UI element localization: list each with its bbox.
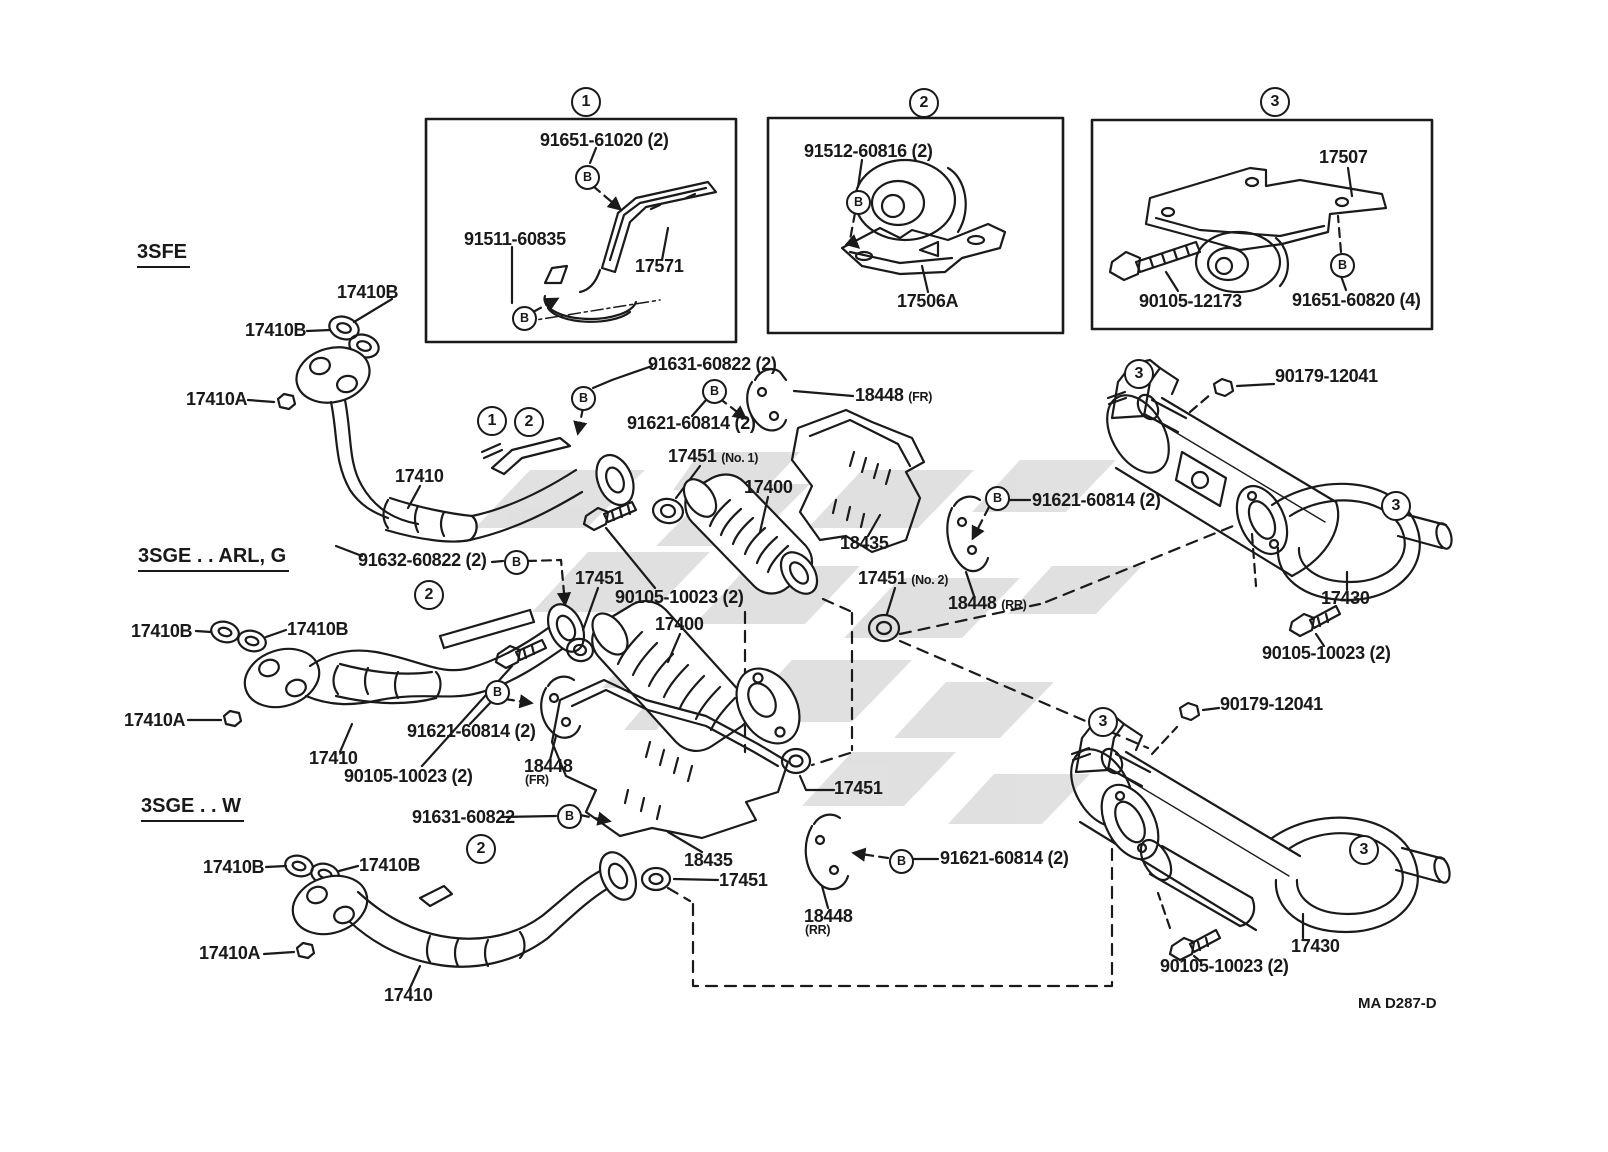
part-label-91651-61020: 91651-61020 (2)	[540, 130, 669, 150]
callout-b-circle: B	[985, 486, 1010, 511]
callout-b-circle: B	[557, 804, 582, 829]
part-label-17410: 17410	[395, 466, 444, 486]
part-label-17410: 17410	[309, 748, 358, 768]
part-label-17400: 17400	[744, 477, 793, 497]
part-number: 17451	[858, 568, 907, 588]
callout-b-circle: B	[889, 849, 914, 874]
part-label-91631-60822-2: 91631-60822 (2)	[648, 354, 777, 374]
part-label-90105-10023: 90105-10023 (2)	[1262, 643, 1391, 663]
part-label-90105-10023: 90105-10023 (2)	[344, 766, 473, 786]
part-number: 18448	[948, 593, 997, 613]
callout-3-circle: 3	[1349, 835, 1379, 865]
callout-b-circle: B	[702, 379, 727, 404]
position-qualifier: (FR)	[525, 772, 549, 787]
callout-1-circle: 1	[571, 87, 601, 117]
callout-b-circle: B	[485, 680, 510, 705]
part-label-17451-no2	[858, 569, 948, 588]
part-label-17410b: 17410B	[337, 282, 399, 302]
callout-2-circle: 2	[909, 88, 939, 118]
callout-b-circle: B	[504, 550, 529, 575]
part-label-17410b: 17410B	[245, 320, 307, 340]
part-label-91511-60835: 91511-60835	[464, 229, 566, 249]
part-number: 18448	[524, 756, 573, 776]
drawing-code: MA D287-D	[1358, 995, 1437, 1012]
callout-b-circle: B	[575, 165, 600, 190]
part-label-90105-10023: 90105-10023 (2)	[1160, 956, 1289, 976]
part-label-17410: 17410	[384, 985, 433, 1005]
section-heading-3sge-w: 3SGE . . W	[141, 796, 244, 822]
part-label-91621-60814: 91621-60814 (2)	[940, 848, 1069, 868]
part-label-18435: 18435	[684, 850, 733, 870]
part-label-17430: 17430	[1321, 588, 1370, 608]
part-label-17410a: 17410A	[199, 943, 261, 963]
part-label-90105-12173: 90105-12173	[1139, 291, 1242, 311]
section-heading-3sfe: 3SFE	[137, 242, 190, 268]
callout-b-circle: B	[571, 386, 596, 411]
part-label-17410b: 17410B	[203, 857, 265, 877]
part-label-91621-60814: 91621-60814 (2)	[1032, 490, 1161, 510]
part-label-91632-60822: 91632-60822 (2)	[358, 550, 487, 570]
callout-2-circle: 2	[466, 834, 496, 864]
part-label-90179-12041: 90179-12041	[1220, 694, 1323, 714]
position-qualifier: (RR)	[805, 922, 831, 937]
part-label-18448-rr	[804, 907, 853, 937]
part-label-17410b: 17410B	[287, 619, 349, 639]
callout-b-circle: B	[512, 306, 537, 331]
callout-2-circle: 2	[514, 407, 544, 437]
position-qualifier: (FR)	[908, 390, 933, 404]
callout-1-circle: 1	[477, 406, 507, 436]
part-label-17410a: 17410A	[124, 710, 186, 730]
part-label-91621-60814: 91621-60814 (2)	[627, 413, 756, 433]
part-label-17507: 17507	[1319, 147, 1368, 167]
part-label-17571: 17571	[635, 256, 684, 276]
part-label-90105-10023: 90105-10023 (2)	[615, 587, 744, 607]
part-label-18435: 18435	[840, 533, 889, 553]
part-number: 18448	[855, 385, 904, 405]
part-number: 18448	[804, 906, 853, 926]
part-label-17451: 17451	[719, 870, 768, 890]
part-label-18448-fr	[524, 757, 573, 787]
part-label-90179-12041: 90179-12041	[1275, 366, 1378, 386]
part-label-17430: 17430	[1291, 936, 1340, 956]
part-label-17506a: 17506A	[897, 291, 959, 311]
callout-b-circle: B	[1330, 253, 1355, 278]
part-label-91621-60814: 91621-60814 (2)	[407, 721, 536, 741]
part-label-17451-no1	[668, 447, 758, 466]
part-number: 17451	[668, 446, 717, 466]
callout-2-circle: 2	[414, 580, 444, 610]
part-label-17410a: 17410A	[186, 389, 248, 409]
position-qualifier: (No. 2)	[911, 573, 949, 587]
part-label-18448-rr	[948, 594, 1026, 613]
part-label-91512-60816: 91512-60816 (2)	[804, 141, 933, 161]
part-label-17400: 17400	[655, 614, 704, 634]
callout-3-circle: 3	[1088, 707, 1118, 737]
part-label-17410b: 17410B	[131, 621, 193, 641]
front-pipe-3sge-w-art	[264, 815, 1112, 988]
section-heading-3sge-arl-g: 3SGE . . ARL, G	[138, 546, 289, 572]
muffler-2-art	[1058, 703, 1452, 961]
position-qualifier: (No. 1)	[721, 451, 759, 465]
part-label-17451: 17451	[575, 568, 624, 588]
callout-3-circle: 3	[1124, 359, 1154, 389]
position-qualifier: (RR)	[1001, 598, 1027, 612]
callout-3-circle: 3	[1381, 491, 1411, 521]
callout-3-circle: 3	[1260, 87, 1290, 117]
part-label-91631-60822: 91631-60822	[412, 807, 515, 827]
part-label-91651-60820: 91651-60820 (4)	[1292, 290, 1421, 310]
part-label-17451: 17451	[834, 778, 883, 798]
part-label-17410b: 17410B	[359, 855, 421, 875]
callout-b-circle: B	[846, 190, 871, 215]
part-label-18448-fr	[855, 386, 932, 405]
